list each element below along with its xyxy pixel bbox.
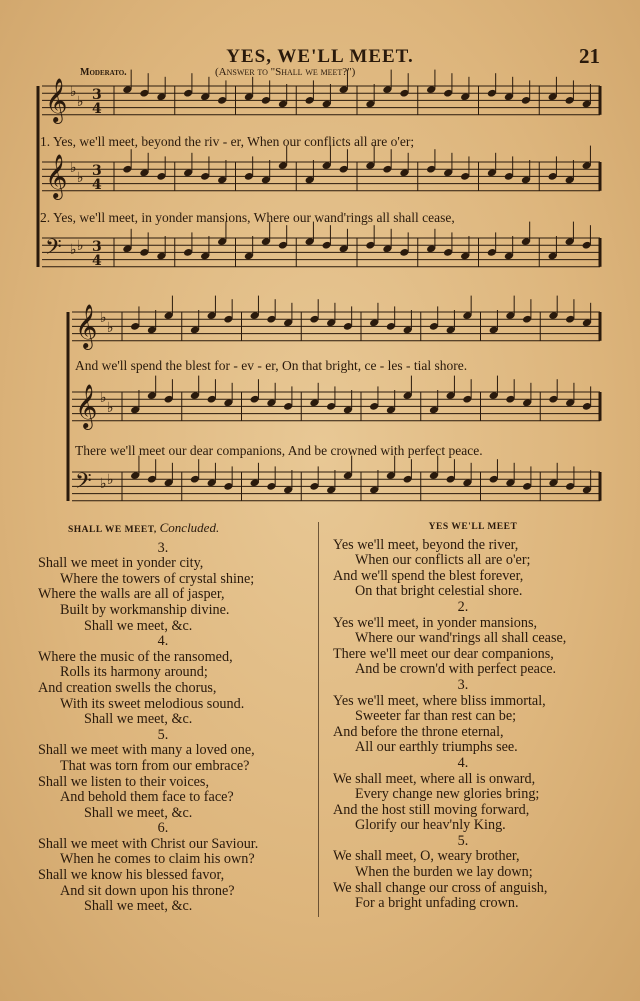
treble-clef: 𝄞 bbox=[75, 384, 98, 428]
verse-line: Rolls its harmony around; bbox=[60, 664, 208, 681]
verse-line: Yes we'll meet, in yonder mansions, bbox=[333, 614, 538, 631]
verse-line: Shall we meet with many a loved one, bbox=[38, 742, 255, 759]
verse-line: Shall we meet, &c. bbox=[84, 617, 193, 634]
verse-line: Yes we'll meet, where bliss immortal, bbox=[333, 692, 546, 709]
verse-line: We shall meet, where all is onward, bbox=[333, 770, 536, 787]
flat-sign: ♭ bbox=[100, 310, 107, 326]
lyric-line-system1-verse2: 2. Yes, we'll meet, in yonder mansions, Where our wand'rings all shall cease, bbox=[40, 210, 455, 225]
verse-number: 3. bbox=[457, 676, 469, 693]
verse-line: Where the music of the ransomed, bbox=[38, 648, 233, 665]
time-signature: 4 bbox=[92, 101, 102, 117]
verse-line: When our conflicts all are o'er; bbox=[355, 552, 531, 569]
flat-sign: ♭ bbox=[77, 94, 84, 110]
verse-number: 4. bbox=[457, 754, 469, 771]
verse-line: When he comes to claim his own? bbox=[60, 851, 255, 868]
time-signature: 3 bbox=[92, 87, 102, 103]
left-column-heading: SHALL WE MEET, Concluded. bbox=[68, 520, 220, 535]
flat-sign: ♭ bbox=[70, 160, 77, 176]
treble-clef: 𝄞 bbox=[45, 154, 68, 198]
page-title: YES, WE'LL MEET. bbox=[226, 46, 414, 67]
verse-line: When the burden we lay down; bbox=[355, 864, 533, 881]
verse-line: That was torn from our embrace? bbox=[60, 757, 250, 774]
verse-line: On that bright celestial shore. bbox=[355, 583, 523, 600]
verse-line: Shall we know his blessed favor, bbox=[38, 867, 225, 884]
verse-line: Shall we meet, &c. bbox=[84, 804, 193, 821]
right-column-heading: YES WE'LL MEET bbox=[428, 522, 518, 532]
verse-line: Where the towers of crystal shine; bbox=[60, 570, 255, 587]
verse-number: 5. bbox=[157, 726, 169, 743]
verse-line: Yes we'll meet, beyond the river, bbox=[333, 536, 519, 553]
lyric-line-system1-verse1: 1. Yes, we'll meet, beyond the riv - er, When our conflicts all are o'er; bbox=[40, 134, 415, 149]
flat-sign: ♭ bbox=[100, 390, 107, 406]
time-signature: 4 bbox=[92, 177, 102, 193]
time-signature: 3 bbox=[92, 163, 102, 179]
verse-line: There we'll meet our dear companions, bbox=[333, 645, 554, 662]
verse-line: We shall change our cross of anguish, bbox=[333, 879, 548, 896]
verse-line: And we'll spend the blest forever, bbox=[333, 567, 524, 584]
verse-line: And sit down upon his throne? bbox=[60, 882, 235, 899]
time-signature: 4 bbox=[92, 253, 102, 269]
verse-line: With its sweet melodious sound. bbox=[60, 695, 245, 712]
hymn-subtitle: (Answer to "Shall we meet?") bbox=[215, 66, 356, 78]
bass-clef: 𝄢 bbox=[75, 469, 92, 499]
verse-line: And creation swells the chorus, bbox=[38, 679, 217, 696]
flat-sign: ♭ bbox=[77, 238, 84, 254]
verse-line: And the host still moving forward, bbox=[333, 801, 530, 818]
verses-left-column bbox=[38, 520, 308, 915]
verse-number: 5. bbox=[457, 832, 469, 849]
verse-line: Where our wand'rings all shall cease, bbox=[355, 630, 567, 647]
treble-clef: 𝄞 bbox=[45, 78, 68, 122]
flat-sign: ♭ bbox=[77, 170, 84, 186]
verse-number: 3. bbox=[157, 539, 169, 556]
verse-line: We shall meet, O, weary brother, bbox=[333, 848, 520, 865]
verse-line: For a bright unfading crown. bbox=[355, 895, 519, 912]
verse-line: And before the throne eternal, bbox=[333, 723, 504, 740]
lyric-line-system2-verse1: And we'll spend the blest for - ev - er, On that bright, ce - les - tial shore. bbox=[75, 358, 468, 373]
flat-sign: ♭ bbox=[107, 472, 114, 488]
page-number: 21 bbox=[579, 44, 600, 68]
verse-number: 6. bbox=[157, 820, 169, 837]
flat-sign: ♭ bbox=[70, 84, 77, 100]
verse-line: And be crown'd with perfect peace. bbox=[355, 661, 557, 678]
flat-sign: ♭ bbox=[107, 320, 114, 336]
verse-line: Shall we meet with Christ our Saviour. bbox=[38, 835, 259, 852]
flat-sign: ♭ bbox=[70, 242, 77, 258]
verse-line: Glorify our heav'nly King. bbox=[355, 817, 506, 834]
flat-sign: ♭ bbox=[107, 400, 114, 416]
verse-line: All our earthly triumphs see. bbox=[355, 739, 518, 756]
verse-line: Built by workmanship divine. bbox=[60, 601, 230, 618]
verse-line: Where the walls are all of jasper, bbox=[38, 586, 225, 603]
tempo-marking: Moderato. bbox=[80, 67, 127, 78]
verse-line: And behold them face to face? bbox=[60, 789, 234, 806]
column-divider bbox=[318, 522, 319, 917]
verse-number: 4. bbox=[157, 633, 169, 650]
verse-line: Shall we meet, &c. bbox=[84, 898, 193, 915]
time-signature: 3 bbox=[92, 239, 102, 255]
lyric-line-system2-verse2: There we'll meet our dear companions, And be crowned with perfect peace. bbox=[75, 443, 483, 458]
verses-right-column bbox=[333, 520, 613, 912]
flat-sign: ♭ bbox=[100, 476, 107, 492]
verse-line: Shall we meet in yonder city, bbox=[38, 555, 204, 572]
verse-line: Shall we meet, &c. bbox=[84, 711, 193, 728]
verse-number: 2. bbox=[457, 598, 469, 615]
verse-line: Every change new glories bring; bbox=[355, 786, 540, 803]
bass-clef: 𝄢 bbox=[45, 235, 62, 265]
treble-clef: 𝄞 bbox=[75, 304, 98, 348]
verse-line: Sweeter far than rest can be; bbox=[355, 708, 517, 725]
verse-line: Shall we listen to their voices, bbox=[38, 773, 210, 790]
